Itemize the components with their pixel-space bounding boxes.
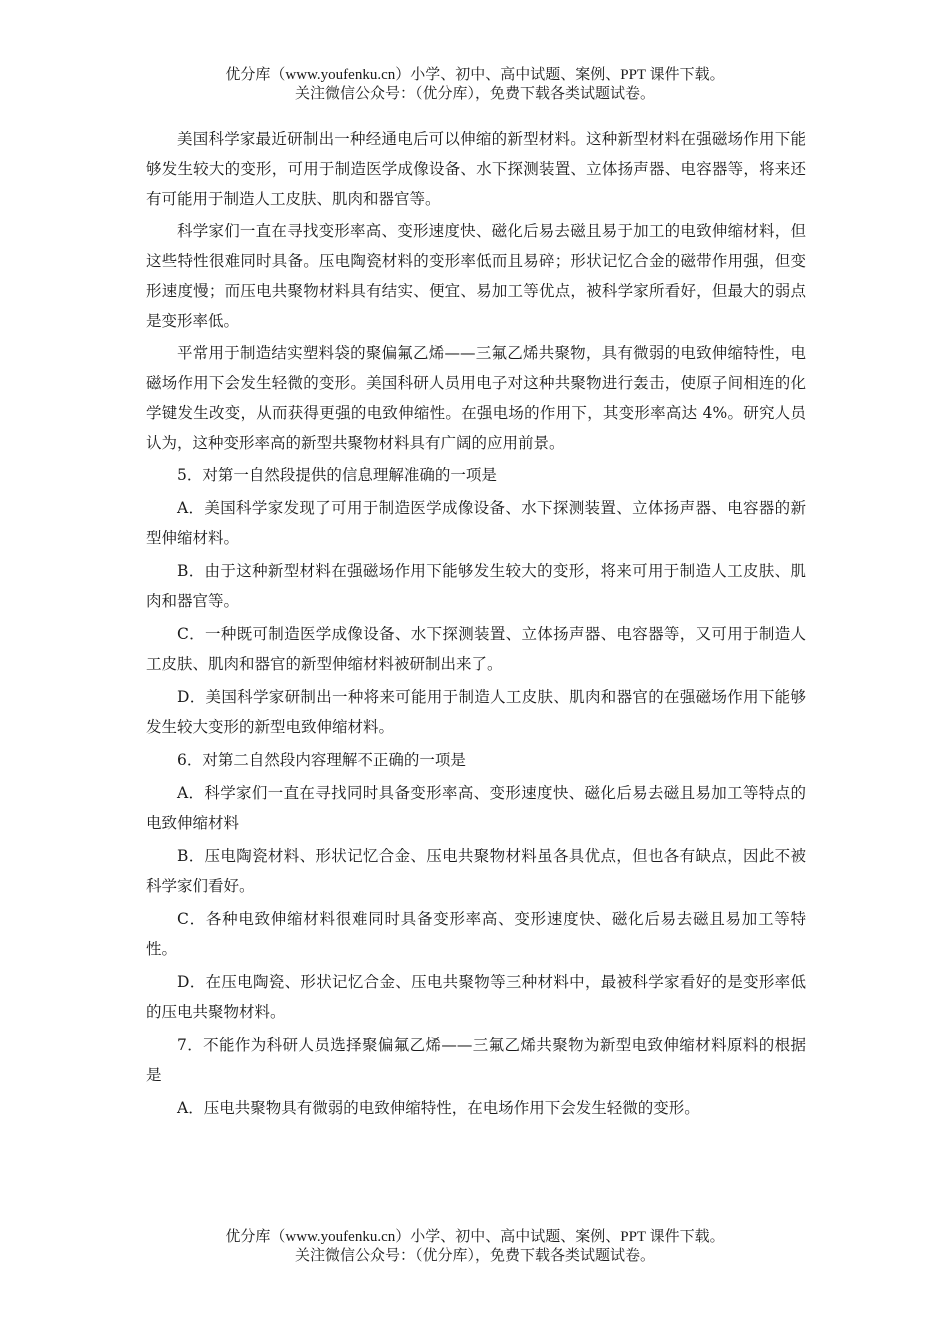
question-6-option-d: D．在压电陶瓷、形状记忆合金、压电共聚物等三种材料中，最被科学家看好的是变形率低的压电共聚物材料。 — [146, 973, 806, 1021]
question-5-option-b: B．由于这种新型材料在强磁场作用下能够发生较大的变形，将来可用于制造人工皮肤、肌肉和器官等。 — [146, 562, 806, 610]
footer-line-1: 优分库（www.youfenku.cn）小学、初中、高中试题、案例、PPT 课件下载。 — [225, 1229, 725, 1245]
header-line-1: 优分库（www.youfenku.cn）小学、初中、高中试题、案例、PPT 课件下载。 — [225, 67, 725, 83]
question-7-option-a: A．压电共聚物具有微弱的电致伸缩特性，在电场作用下会发生轻微的变形。 — [177, 1099, 700, 1117]
footer-line-2: 关注微信公众号：（优分库），免费下载各类试题试卷。 — [294, 1248, 655, 1264]
document-body — [146, 124, 806, 1126]
question-5-option-d: D．美国科学家研制出一种将来可能用于制造人工皮肤、肌肉和器官的在强磁场作用下能够发生较大变形的新型电致伸缩材料。 — [146, 688, 806, 736]
question-5-option-a: A．美国科学家发现了可用于制造医学成像设备、水下探测装置、立体扬声器、电容器的新型伸缩材料。 — [146, 499, 806, 547]
page-header — [0, 66, 950, 104]
question-6-stem: 6．对第二自然段内容理解不正确的一项是 — [177, 751, 466, 769]
page-footer — [0, 1228, 950, 1266]
question-6-option-a: A．科学家们一直在寻找同时具备变形率高、变形速度快、磁化后易去磁且易加工等特点的电致伸缩材料 — [146, 784, 806, 832]
passage-paragraph-3: 平常用于制造结实塑料袋的聚偏氟乙烯——三氟乙烯共聚物，具有微弱的电致伸缩特性，电磁场作用下会发生轻微的变形。美国科研人员用电子对这种共聚物进行轰击，使原子间相连的化学键发生改变，从而获得更强的电致伸缩性。在强电场的作用下，其变形率高达 4%。研究人员认为，这种变形率高的新型共聚物材料具有广阔的应用前景。 — [146, 344, 806, 452]
header-line-2: 关注微信公众号：（优分库），免费下载各类试题试卷。 — [294, 86, 655, 102]
question-6-option-c: C．各种电致伸缩材料很难同时具备变形率高、变形速度快、磁化后易去磁且易加工等特性。 — [146, 910, 806, 958]
question-5-option-c: C．一种既可制造医学成像设备、水下探测装置、立体扬声器、电容器等，又可用于制造人工皮肤、肌肉和器官的新型伸缩材料被研制出来了。 — [146, 625, 806, 673]
passage-paragraph-1: 美国科学家最近研制出一种经通电后可以伸缩的新型材料。这种新型材料在强磁场作用下能够发生较大的变形，可用于制造医学成像设备、水下探测装置、立体扬声器、电容器等，将来还有可能用于制造人工皮肤、肌肉和器官等。 — [146, 130, 806, 208]
question-5-stem: 5．对第一自然段提供的信息理解准确的一项是 — [177, 466, 497, 484]
question-6-option-b: B．压电陶瓷材料、形状记忆合金、压电共聚物材料虽各具优点，但也各有缺点，因此不被科学家们看好。 — [146, 847, 806, 895]
passage-paragraph-2: 科学家们一直在寻找变形率高、变形速度快、磁化后易去磁且易于加工的电致伸缩材料，但这些特性很难同时具备。压电陶瓷材料的变形率低而且易碎；形状记忆合金的磁带作用强，但变形速度慢；而压电共聚物材料具有结实、便宜、易加工等优点，被科学家所看好，但最大的弱点是变形率低。 — [146, 222, 806, 330]
question-7-stem: 7．不能作为科研人员选择聚偏氟乙烯——三氟乙烯共聚物为新型电致伸缩材料原料的根据是 — [146, 1036, 806, 1084]
